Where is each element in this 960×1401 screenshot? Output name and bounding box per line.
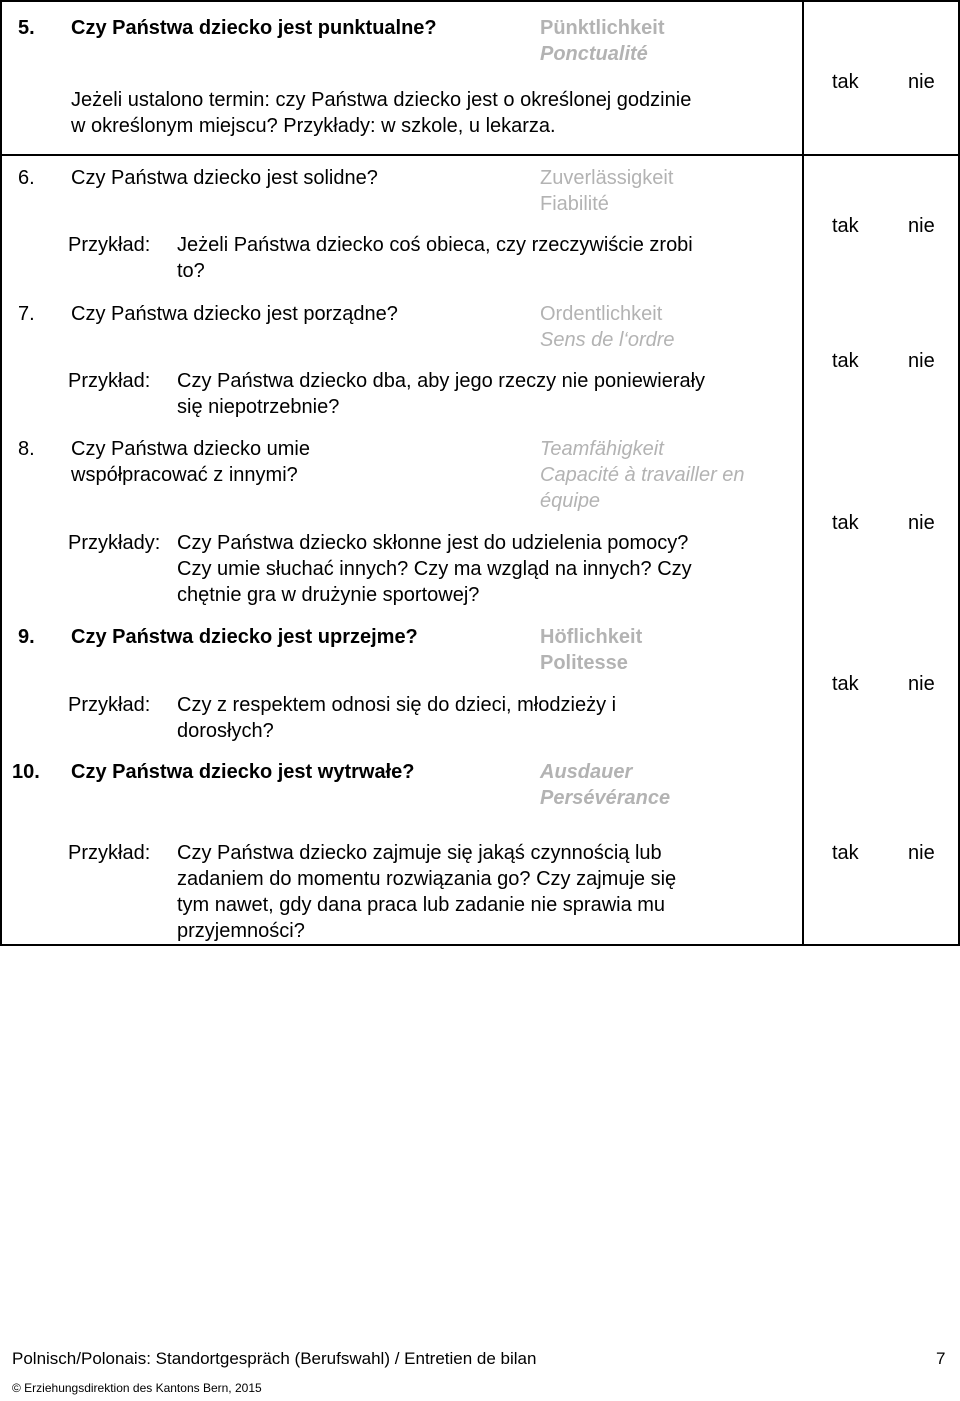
answer-yes-option[interactable]: tak xyxy=(832,215,859,237)
answer-yes-option[interactable]: tak xyxy=(832,350,859,372)
example-line: Czy z respektem odnosi się do dzieci, młodzieży i xyxy=(177,694,617,716)
copyright-notice: © Erziehungsdirektion des Kantons Bern, 2015 xyxy=(12,1381,262,1395)
page-number: 7 xyxy=(936,1349,946,1368)
german-term: Höflichkeit xyxy=(540,626,643,648)
answer-no-option[interactable]: nie xyxy=(908,673,935,695)
example-line: chętnie gra w drużynie sportowej? xyxy=(177,584,480,606)
example-label: Przykład: xyxy=(68,842,151,864)
question-text: Czy Państwa dziecko jest punktualne? xyxy=(71,17,437,39)
german-term: Ordentlichkeit xyxy=(540,303,663,325)
example-label: Przykłady: xyxy=(68,532,161,554)
question-number: 9. xyxy=(18,626,35,648)
answer-no-option[interactable]: nie xyxy=(908,350,935,372)
example-label: Przykład: xyxy=(68,370,151,392)
example-line: Jeżeli ustalono termin: czy Państwa dziecko jest o określonej godzinie xyxy=(71,89,692,111)
answer-yes-option[interactable]: tak xyxy=(832,71,859,93)
example-line: zadaniem do momentu rozwiązania go? Czy zajmuje się xyxy=(177,868,677,890)
question-text: Czy Państwa dziecko jest wytrwałe? xyxy=(71,761,415,783)
german-term: Teamfähigkeit xyxy=(540,438,664,460)
french-term: Ponctualité xyxy=(540,43,648,65)
column-divider xyxy=(802,0,804,946)
example-line: Czy Państwa dziecko skłonne jest do udzielenia pomocy? xyxy=(177,532,689,554)
table-top-border xyxy=(0,0,960,2)
question-number: 6. xyxy=(18,167,35,189)
question-text: Czy Państwa dziecko jest porządne? xyxy=(71,303,398,325)
question-text: Czy Państwa dziecko umie xyxy=(71,438,310,460)
french-term: Sens de l‘ordre xyxy=(540,329,675,351)
answer-no-option[interactable]: nie xyxy=(908,512,935,534)
question-number: 8. xyxy=(18,438,35,460)
french-term: Persévérance xyxy=(540,787,671,809)
answer-yes-option[interactable]: tak xyxy=(832,842,859,864)
answer-yes-option[interactable]: tak xyxy=(832,673,859,695)
example-label: Przykład: xyxy=(68,694,151,716)
example-line: przyjemności? xyxy=(177,920,305,942)
french-term: Politesse xyxy=(540,652,628,674)
example-line: to? xyxy=(177,260,205,282)
table-left-border xyxy=(0,0,2,946)
table-bottom-border xyxy=(0,944,960,946)
answer-no-option[interactable]: nie xyxy=(908,842,935,864)
answer-no-option[interactable]: nie xyxy=(908,215,935,237)
french-term: Capacité à travailler en xyxy=(540,464,745,486)
question-number: 5. xyxy=(18,17,35,39)
example-line: Jeżeli Państwa dziecko coś obieca, czy rzeczywiście zrobi xyxy=(177,234,693,256)
example-line: dorosłych? xyxy=(177,720,274,742)
french-term: Fiabilité xyxy=(540,193,609,215)
question-text: Czy Państwa dziecko jest uprzejme? xyxy=(71,626,418,648)
question-text: Czy Państwa dziecko jest solidne? xyxy=(71,167,378,189)
example-line: się niepotrzebnie? xyxy=(177,396,340,418)
answer-no-option[interactable]: nie xyxy=(908,71,935,93)
example-line: Czy umie słuchać innych? Czy ma wzgląd na innych? Czy xyxy=(177,558,692,580)
example-line: tym nawet, gdy dana praca lub zadanie nie sprawia mu xyxy=(177,894,666,916)
question-text: współpracować z innymi? xyxy=(71,464,298,486)
german-term: Pünktlichkeit xyxy=(540,17,665,39)
german-term: Zuverlässigkeit xyxy=(540,167,674,189)
question-number: 10. xyxy=(12,761,40,783)
german-term: Ausdauer xyxy=(540,761,633,783)
question-number: 7. xyxy=(18,303,35,325)
example-line: w określonym miejscu? Przykłady: w szkole, u lekarza. xyxy=(71,115,556,137)
example-label: Przykład: xyxy=(68,234,151,256)
footer-title: Polnisch/Polonais: Standortgespräch (Berufswahl) / Entretien de bilan xyxy=(12,1349,537,1368)
french-term: équipe xyxy=(540,490,601,512)
row-divider xyxy=(0,154,960,156)
example-line: Czy Państwa dziecko dba, aby jego rzeczy nie poniewierały xyxy=(177,370,706,392)
example-line: Czy Państwa dziecko zajmuje się jakąś czynnością lub xyxy=(177,842,662,864)
answer-yes-option[interactable]: tak xyxy=(832,512,859,534)
